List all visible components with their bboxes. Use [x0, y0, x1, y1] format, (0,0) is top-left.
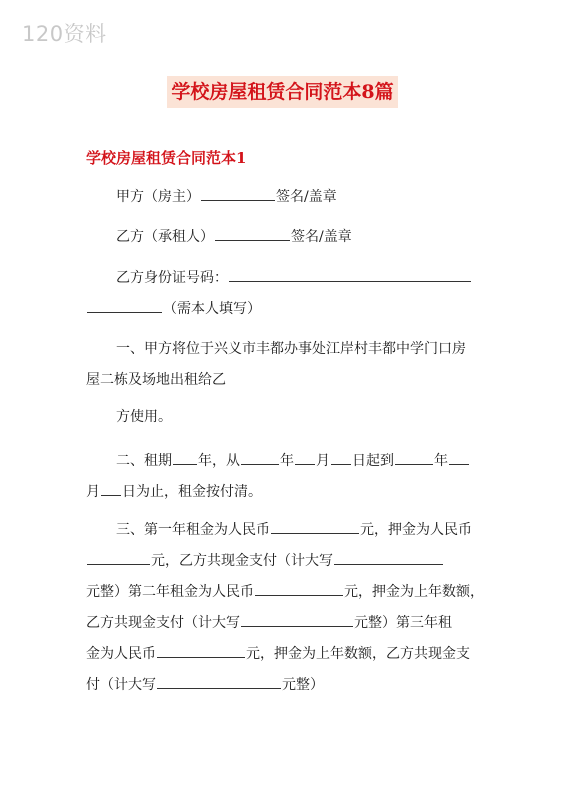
id-number-line	[116, 267, 472, 288]
clause-2-text: 月	[316, 453, 330, 469]
blank	[449, 450, 469, 465]
clause-2-line-2	[86, 481, 262, 502]
clause-2-text: 年	[280, 453, 294, 469]
clause-3-text: 三、第一年租金为人民币	[116, 522, 270, 538]
signature-blank	[215, 226, 290, 241]
id-number-blank	[229, 267, 471, 282]
clause-3-text: 元整）	[282, 677, 324, 693]
id-note-line	[86, 298, 261, 319]
clause-2-text: 月	[86, 484, 100, 500]
blank	[295, 450, 315, 465]
blank	[101, 481, 121, 496]
clause-2-text: 二、租期	[116, 453, 172, 469]
clause-2-line-1	[116, 450, 470, 471]
clause-2-text: 年	[434, 453, 448, 469]
blank	[241, 450, 279, 465]
clause-1-line-1: 一、甲方将位于兴义市丰都办事处江岸村丰都中学门口房	[116, 341, 466, 357]
id-number-blank	[87, 298, 162, 313]
clause-3-text: 乙方共现金支付（计大写	[86, 615, 240, 631]
party-b-line	[116, 226, 352, 247]
clause-3-line-1	[116, 519, 472, 540]
id-number-label: 乙方身份证号码：	[116, 270, 228, 286]
blank	[331, 450, 351, 465]
clause-1-line-3: 方使用。	[116, 409, 172, 425]
blank	[395, 450, 433, 465]
id-note: （需本人填写）	[163, 301, 261, 317]
clause-2-text: 日为止，租金按付清。	[122, 484, 262, 500]
document-title: 学校房屋租赁合同范本8篇	[167, 76, 397, 108]
clause-3-text: 元，押金为上年数额，	[344, 584, 484, 600]
blank	[241, 612, 353, 627]
party-b-suffix: 签名/盖章	[291, 229, 352, 245]
clause-3-line-6	[86, 674, 324, 695]
document-title-wrapper	[0, 76, 565, 108]
blank	[157, 674, 281, 689]
clause-3-text: 元，押金为上年数额，乙方共现金支	[246, 646, 470, 662]
blank	[87, 550, 150, 565]
clause-3-text: 元，乙方共现金支付（计大写	[151, 553, 333, 569]
clause-3-text: 元，押金为人民币	[360, 522, 472, 538]
clause-3-line-5	[86, 643, 470, 664]
blank	[271, 519, 359, 534]
clause-1-line-2: 屋二栋及场地出租给乙	[86, 372, 226, 388]
party-a-line	[116, 186, 337, 207]
clause-3-text: 金为人民币	[86, 646, 156, 662]
clause-3-line-3	[86, 581, 484, 602]
section-title: 学校房屋租赁合同范本1	[86, 149, 247, 167]
party-a-suffix: 签名/盖章	[276, 189, 337, 205]
signature-blank	[201, 186, 275, 201]
party-b-label: 乙方（承租人）	[116, 229, 214, 245]
blank	[334, 550, 443, 565]
clause-3-line-4	[86, 612, 452, 633]
blank	[173, 450, 197, 465]
clause-3-text: 元整）第三年租	[354, 615, 452, 631]
clause-3-text: 付（计大写	[86, 677, 156, 693]
clause-3-line-2	[86, 550, 444, 571]
clause-2-text: 日起到	[352, 453, 394, 469]
clause-2-text: 年，从	[198, 453, 240, 469]
blank	[255, 581, 343, 596]
watermark: 120资料	[22, 22, 107, 46]
party-a-label: 甲方（房主）	[116, 189, 200, 205]
clause-3-text: 元整）第二年租金为人民币	[86, 584, 254, 600]
blank	[157, 643, 245, 658]
